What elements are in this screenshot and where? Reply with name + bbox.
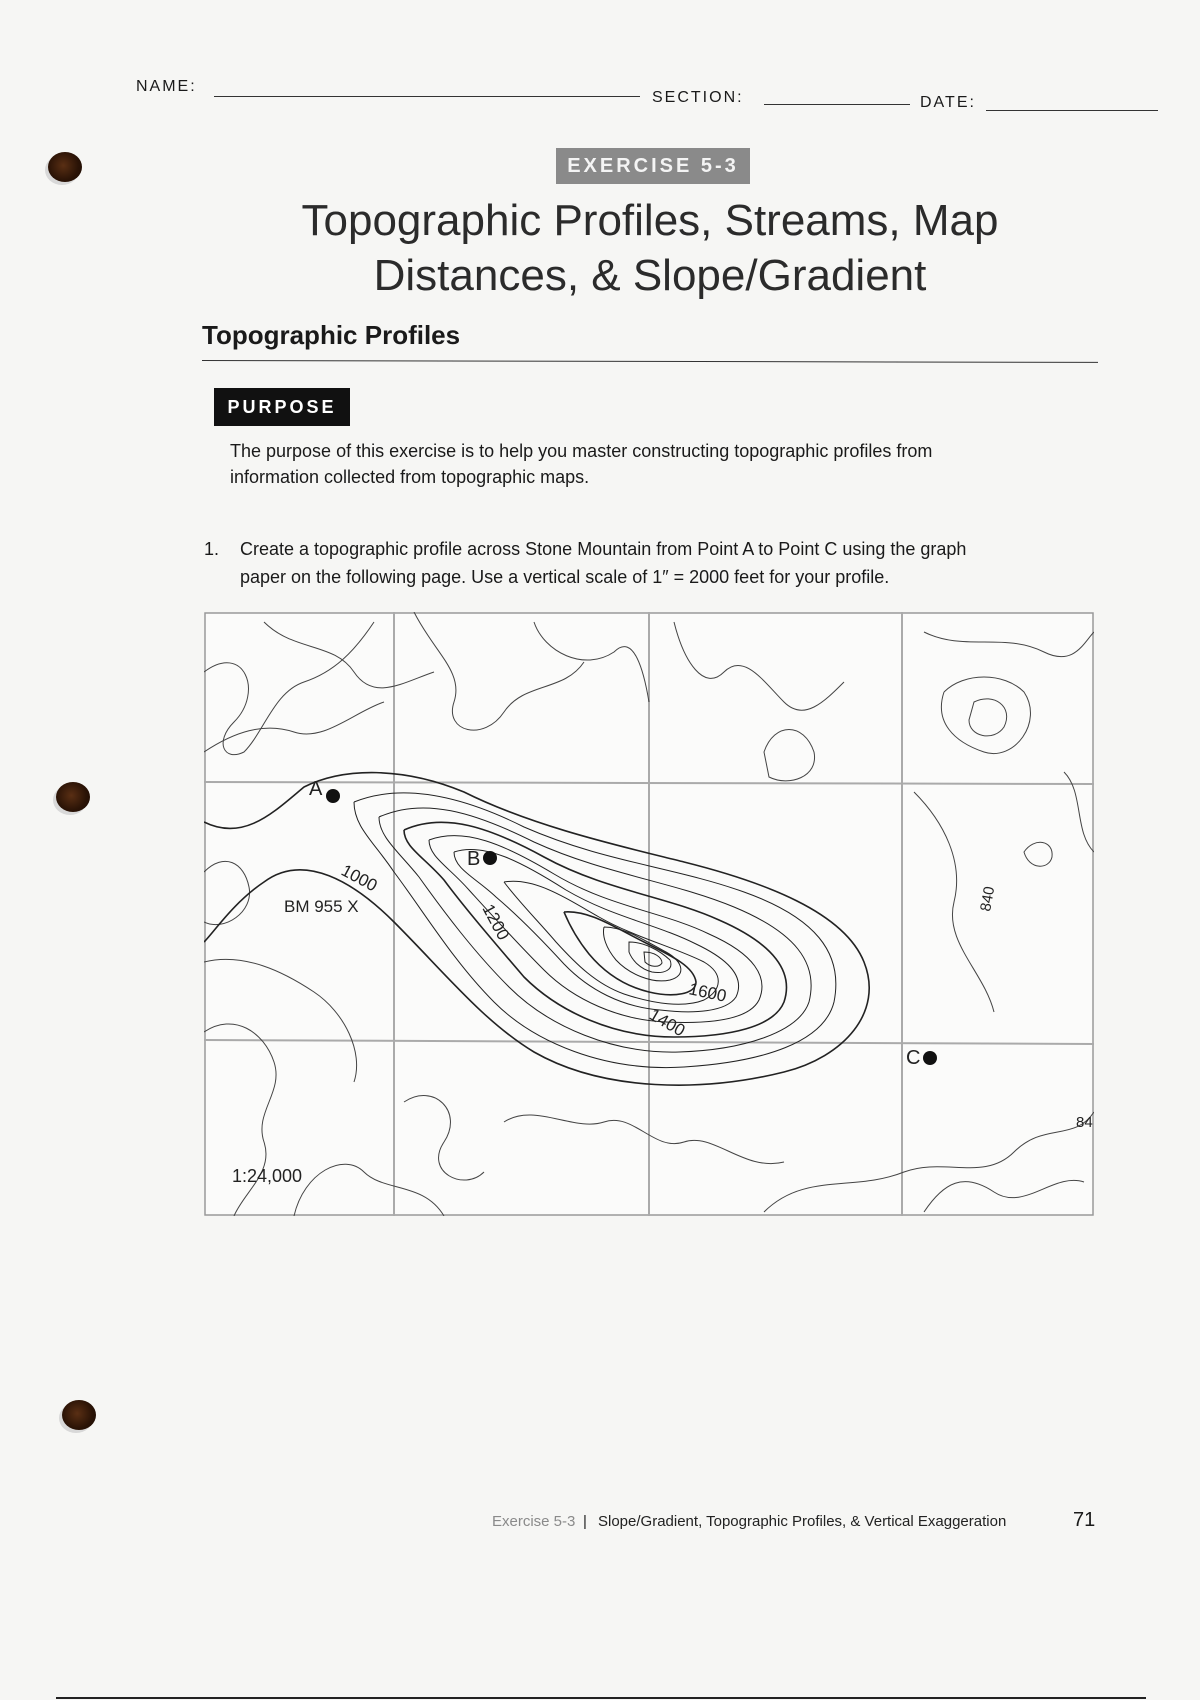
exercise-badge: EXERCISE 5-3 [556,148,750,184]
topographic-map [204,612,1094,1216]
section-field[interactable] [764,104,910,105]
contour-label-1400: 1400 [646,1005,689,1041]
name-field[interactable] [214,96,640,97]
contour-label-1200: 1200 [478,900,514,944]
date-label: DATE: [920,94,976,111]
contour-label-840: 840 [977,885,999,913]
section-divider [202,360,1098,363]
bottom-rule [56,1697,1146,1699]
purpose-text-line-2: information collected from topographic maps. [230,467,590,487]
footer-separator: | [583,1513,587,1530]
map-scale: 1:24,000 [232,1166,303,1186]
question-number: 1. [204,539,220,559]
question-text-line-1: Create a topographic profile across Stone Mountain from Point A to Point C using the graph [240,539,967,559]
page-title-line-1: Topographic Profiles, Streams, Map [301,196,999,245]
punch-hole [48,152,82,182]
purpose-label: PURPOSE [214,388,350,426]
footer-exercise: Exercise 5-3 [492,1513,576,1530]
question-text-line-2: paper on the following page. Use a vertical scale of 1″ = 2000 feet for your profile. [240,567,890,587]
section-label: SECTION: [652,89,744,106]
page-title-line-2: Distances, & Slope/Gradient [373,251,927,300]
point-b-label: B [467,848,481,870]
point-c-marker [923,1051,937,1065]
footer-chapter: Slope/Gradient, Topographic Profiles, & Vertical Exaggeration [598,1513,1007,1530]
contour-label-1000: 1000 [338,860,381,896]
contour-label-84: 84 [1076,1114,1093,1131]
point-c-label: C [906,1047,921,1069]
point-a-marker [326,789,340,803]
name-label: NAME: [136,78,197,95]
contour-label-1600: 1600 [687,979,729,1006]
benchmark-label: BM 955 X [284,897,359,916]
punch-hole [62,1400,96,1430]
point-b-marker [483,851,497,865]
punch-hole [56,782,90,812]
purpose-text-line-1: The purpose of this exercise is to help you master constructing topographic profiles from [230,441,933,461]
point-a-label: A [309,778,323,800]
page-number: 71 [1073,1509,1096,1531]
section-heading: Topographic Profiles [202,320,461,350]
date-field[interactable] [986,110,1158,111]
